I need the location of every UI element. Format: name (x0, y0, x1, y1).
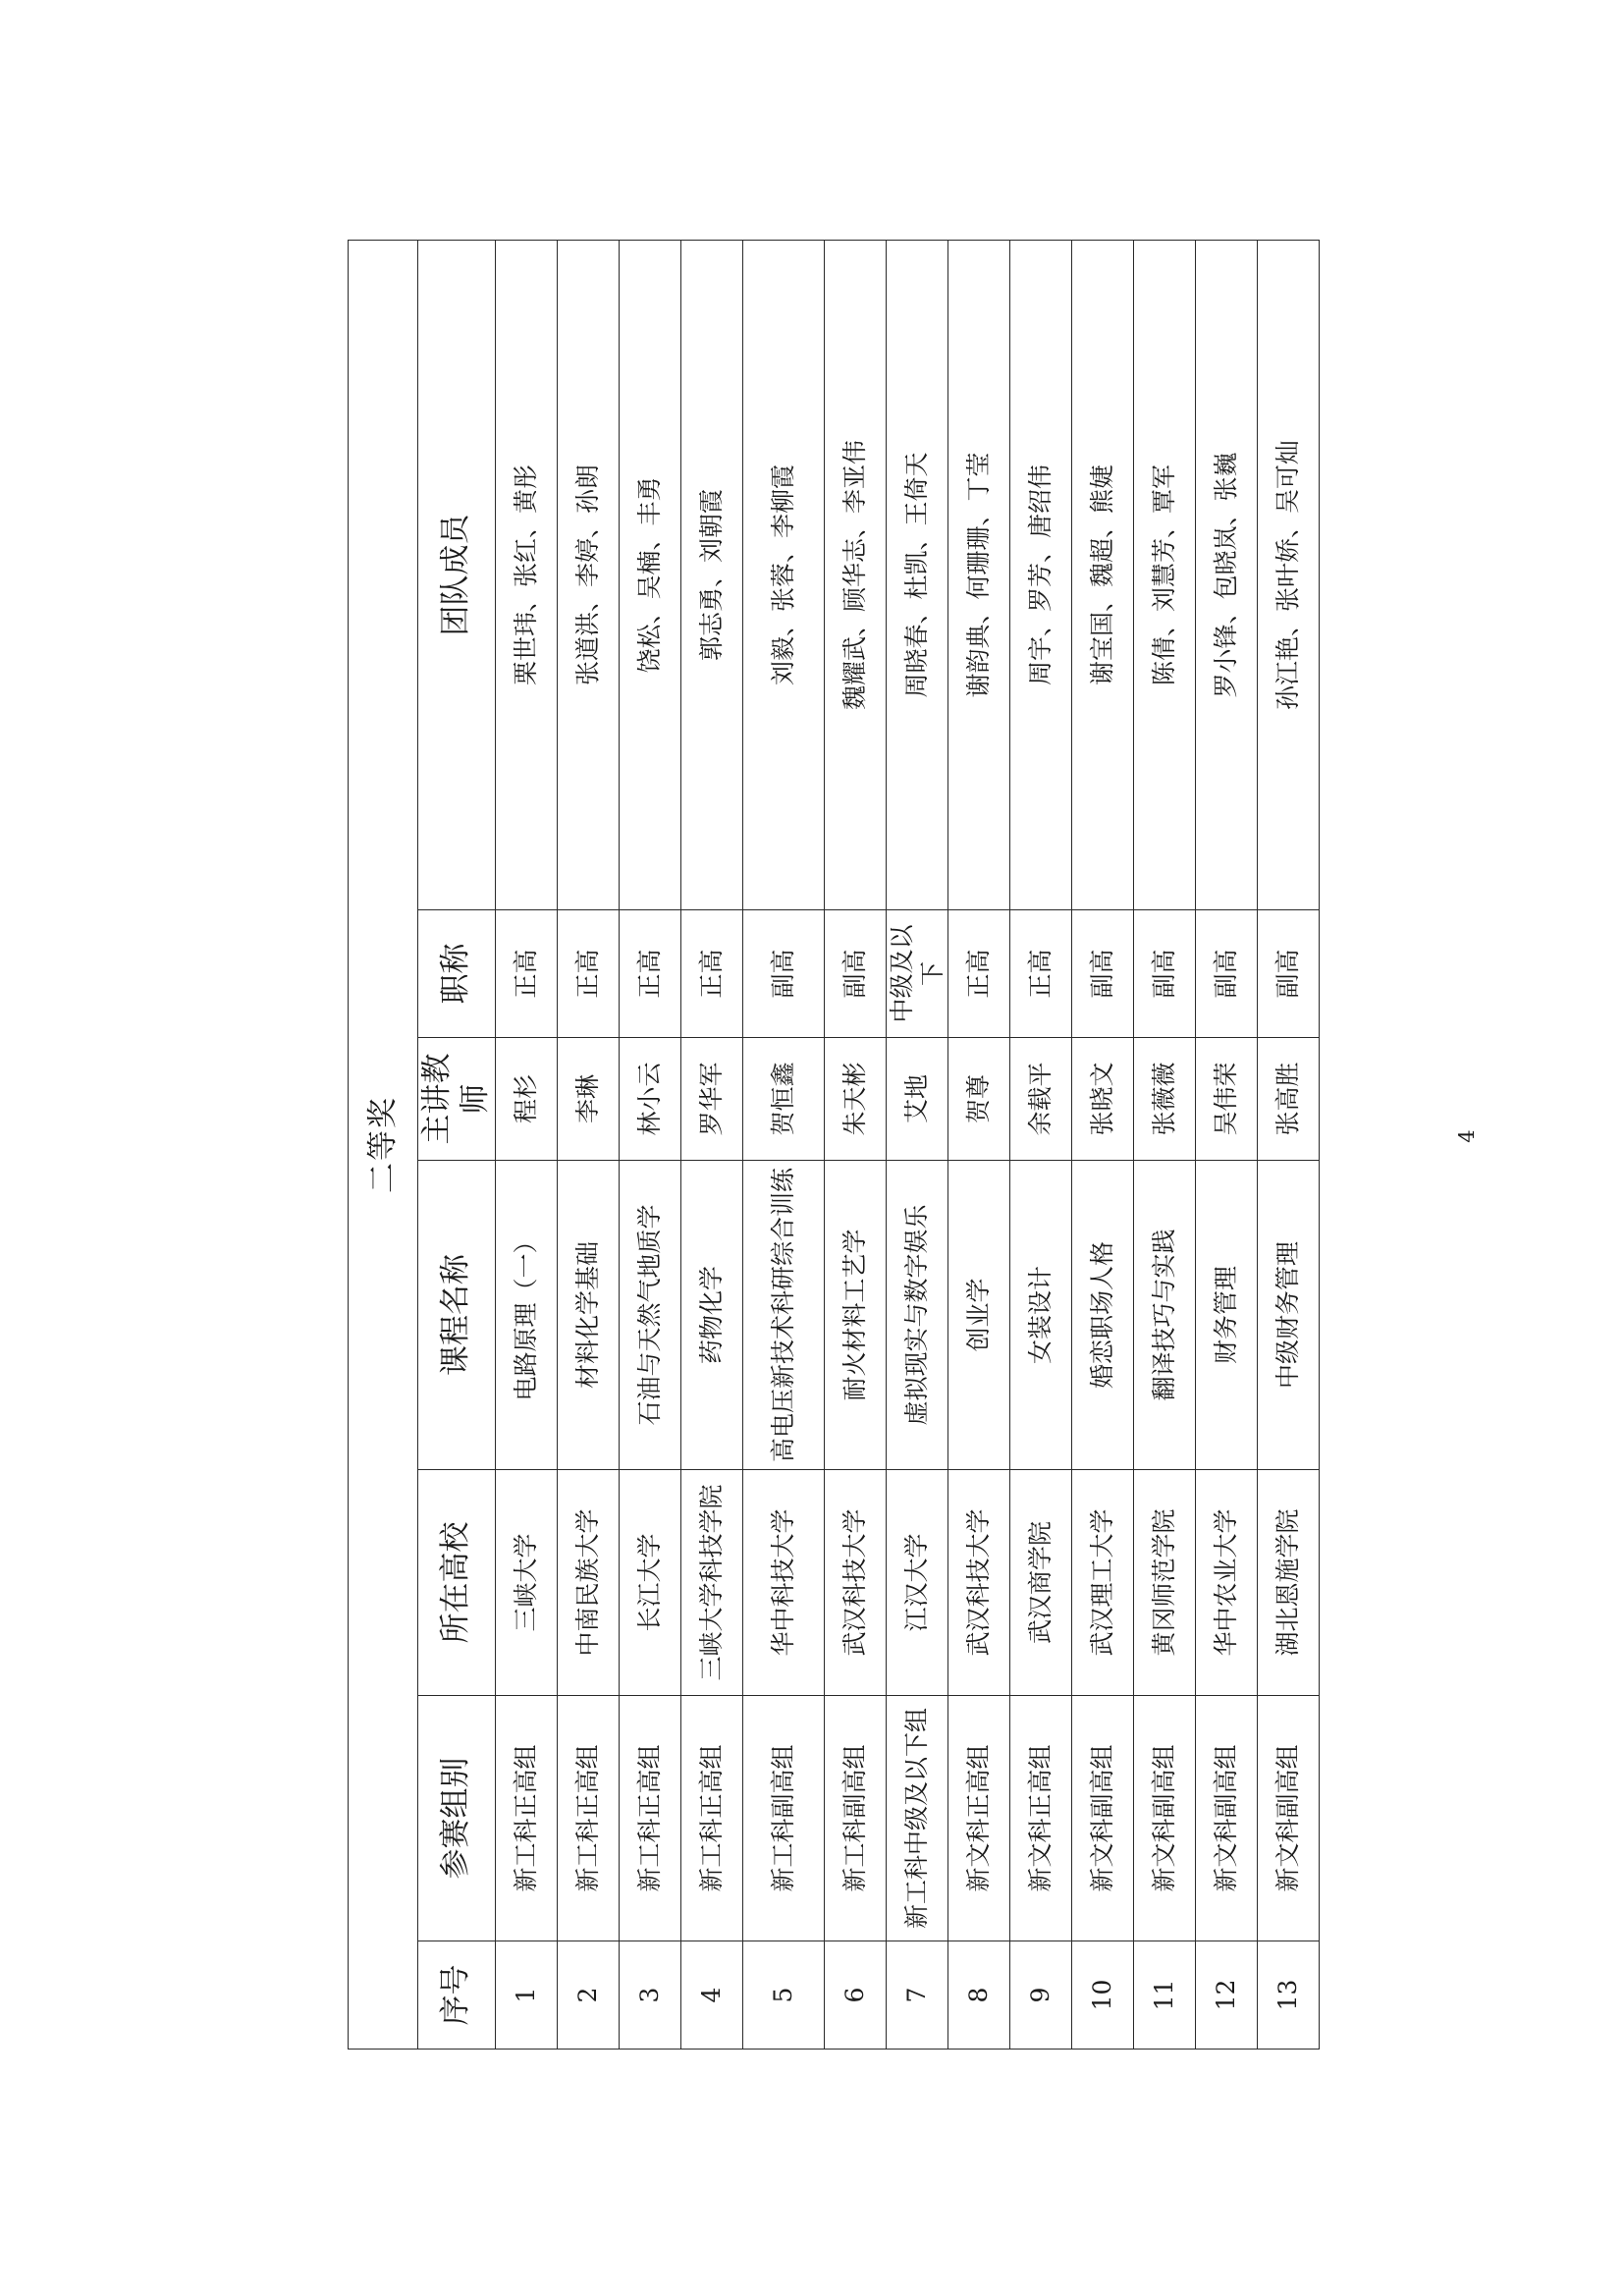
award-table (348, 240, 1320, 2050)
header-course: 课程名称 (418, 1161, 496, 1470)
cell-title-rank: 副高 (1072, 910, 1134, 1038)
table-row (619, 240, 680, 2049)
cell-title-rank: 正高 (619, 910, 680, 1038)
cell-teacher: 程杉 (495, 1038, 557, 1161)
cell-university: 中南民族大学 (557, 1470, 619, 1696)
table-title: 二等奖 (349, 240, 418, 2049)
cell-title-rank: 正高 (680, 910, 742, 1038)
cell-course: 女装设计 (1010, 1161, 1072, 1470)
cell-teacher: 林小云 (619, 1038, 680, 1161)
cell-team: 饶松、吴楠、丰勇 (619, 240, 680, 909)
cell-course: 电路原理（一） (495, 1161, 557, 1470)
cell-university: 华中科技大学 (742, 1470, 824, 1696)
table-row (1010, 240, 1072, 2049)
cell-title-rank: 副高 (824, 910, 886, 1038)
table-row (1258, 240, 1320, 2049)
cell-group: 新工科正高组 (680, 1696, 742, 1941)
table-header-row (418, 240, 496, 2049)
cell-title-rank: 正高 (495, 910, 557, 1038)
cell-index: 12 (1196, 1941, 1258, 2050)
cell-group: 新文科正高组 (948, 1696, 1010, 1941)
cell-course: 财务管理 (1196, 1161, 1258, 1470)
cell-course: 石油与天然气地质学 (619, 1161, 680, 1470)
cell-title-rank: 中级及以下 (886, 910, 948, 1038)
table-row (1196, 240, 1258, 2049)
cell-group: 新文科副高组 (1134, 1696, 1196, 1941)
cell-teacher: 贺恒鑫 (742, 1038, 824, 1161)
cell-team: 谢宝国、魏超、熊婕 (1072, 240, 1134, 909)
cell-team: 栗世玮、张红、黄彤 (495, 240, 557, 909)
table-row (824, 240, 886, 2049)
cell-course: 翻译技巧与实践 (1134, 1161, 1196, 1470)
page-number: 4 (1455, 1129, 1479, 1143)
table-row (742, 240, 824, 2049)
table-row (495, 240, 557, 2049)
cell-group: 新文科正高组 (1010, 1696, 1072, 1941)
table-row (1134, 240, 1196, 2049)
cell-teacher: 艾地 (886, 1038, 948, 1161)
cell-teacher: 余载平 (1010, 1038, 1072, 1161)
cell-index: 9 (1010, 1941, 1072, 2050)
cell-university: 华中农业大学 (1196, 1470, 1258, 1696)
cell-index: 4 (680, 1941, 742, 2050)
cell-team: 张道洪、李婷、孙朗 (557, 240, 619, 909)
cell-university: 湖北恩施学院 (1258, 1470, 1320, 1696)
cell-team: 郭志勇、刘朝霞 (680, 240, 742, 909)
cell-group: 新工科中级及以下组 (886, 1696, 948, 1941)
cell-university: 长江大学 (619, 1470, 680, 1696)
cell-team: 周晓春、杜凯、王倚天 (886, 240, 948, 909)
cell-course: 创业学 (948, 1161, 1010, 1470)
cell-index: 8 (948, 1941, 1010, 2050)
table-row (680, 240, 742, 2049)
cell-index: 6 (824, 1941, 886, 2050)
cell-teacher: 贺尊 (948, 1038, 1010, 1161)
table-row (1072, 240, 1134, 2049)
cell-university: 武汉理工大学 (1072, 1470, 1134, 1696)
cell-team: 孙江艳、张叶娇、吴可灿 (1258, 240, 1320, 909)
cell-course: 中级财务管理 (1258, 1161, 1320, 1470)
header-group: 参赛组别 (418, 1696, 496, 1941)
cell-teacher: 张晓文 (1072, 1038, 1134, 1161)
table-row (948, 240, 1010, 2049)
cell-group: 新工科正高组 (495, 1696, 557, 1941)
cell-team: 刘毅、张蓉、李柳霞 (742, 240, 824, 909)
cell-course: 耐火材料工艺学 (824, 1161, 886, 1470)
cell-team: 魏耀武、顾华志、李亚伟 (824, 240, 886, 909)
cell-index: 1 (495, 1941, 557, 2050)
cell-teacher: 罗华军 (680, 1038, 742, 1161)
cell-title-rank: 副高 (1134, 910, 1196, 1038)
cell-index: 11 (1134, 1941, 1196, 2050)
header-team: 团队成员 (418, 240, 496, 909)
cell-index: 2 (557, 1941, 619, 2050)
cell-group: 新文科副高组 (1258, 1696, 1320, 1941)
cell-title-rank: 正高 (948, 910, 1010, 1038)
cell-index: 7 (886, 1941, 948, 2050)
header-title-rank: 职称 (418, 910, 496, 1038)
cell-group: 新工科正高组 (619, 1696, 680, 1941)
cell-university: 武汉商学院 (1010, 1470, 1072, 1696)
cell-university: 三峡大学科技学院 (680, 1470, 742, 1696)
cell-course: 高电压新技术科研综合训练 (742, 1161, 824, 1470)
cell-teacher: 张高胜 (1258, 1038, 1320, 1161)
cell-course: 药物化学 (680, 1161, 742, 1470)
cell-team: 罗小锋、包晓岚、张巍 (1196, 240, 1258, 909)
cell-university: 黄冈师范学院 (1134, 1470, 1196, 1696)
cell-group: 新文科副高组 (1196, 1696, 1258, 1941)
cell-index: 10 (1072, 1941, 1134, 2050)
cell-course: 材料化学基础 (557, 1161, 619, 1470)
cell-teacher: 吴伟荣 (1196, 1038, 1258, 1161)
cell-group: 新文科副高组 (1072, 1696, 1134, 1941)
cell-course: 婚恋职场人格 (1072, 1161, 1134, 1470)
cell-title-rank: 副高 (742, 910, 824, 1038)
header-university: 所在高校 (418, 1470, 496, 1696)
cell-university: 三峡大学 (495, 1470, 557, 1696)
header-index: 序号 (418, 1941, 496, 2050)
cell-group: 新工科副高组 (742, 1696, 824, 1941)
cell-index: 3 (619, 1941, 680, 2050)
cell-course: 虚拟现实与数字娱乐 (886, 1161, 948, 1470)
cell-university: 武汉科技大学 (824, 1470, 886, 1696)
header-teacher: 主讲教师 (418, 1038, 496, 1161)
cell-teacher: 张薇薇 (1134, 1038, 1196, 1161)
table-row (557, 240, 619, 2049)
cell-title-rank: 副高 (1196, 910, 1258, 1038)
cell-group: 新工科正高组 (557, 1696, 619, 1941)
cell-title-rank: 正高 (557, 910, 619, 1038)
cell-title-rank: 正高 (1010, 910, 1072, 1038)
cell-university: 武汉科技大学 (948, 1470, 1010, 1696)
cell-index: 5 (742, 1941, 824, 2050)
cell-university: 江汉大学 (886, 1470, 948, 1696)
cell-index: 13 (1258, 1941, 1320, 2050)
cell-team: 谢韵典、何珊珊、丁莹 (948, 240, 1010, 909)
cell-team: 周宇、罗芳、唐绍伟 (1010, 240, 1072, 909)
cell-group: 新工科副高组 (824, 1696, 886, 1941)
cell-title-rank: 副高 (1258, 910, 1320, 1038)
cell-team: 陈倩、刘慧芳、覃军 (1134, 240, 1196, 909)
table-row (886, 240, 948, 2049)
cell-teacher: 朱天彬 (824, 1038, 886, 1161)
cell-teacher: 李琳 (557, 1038, 619, 1161)
